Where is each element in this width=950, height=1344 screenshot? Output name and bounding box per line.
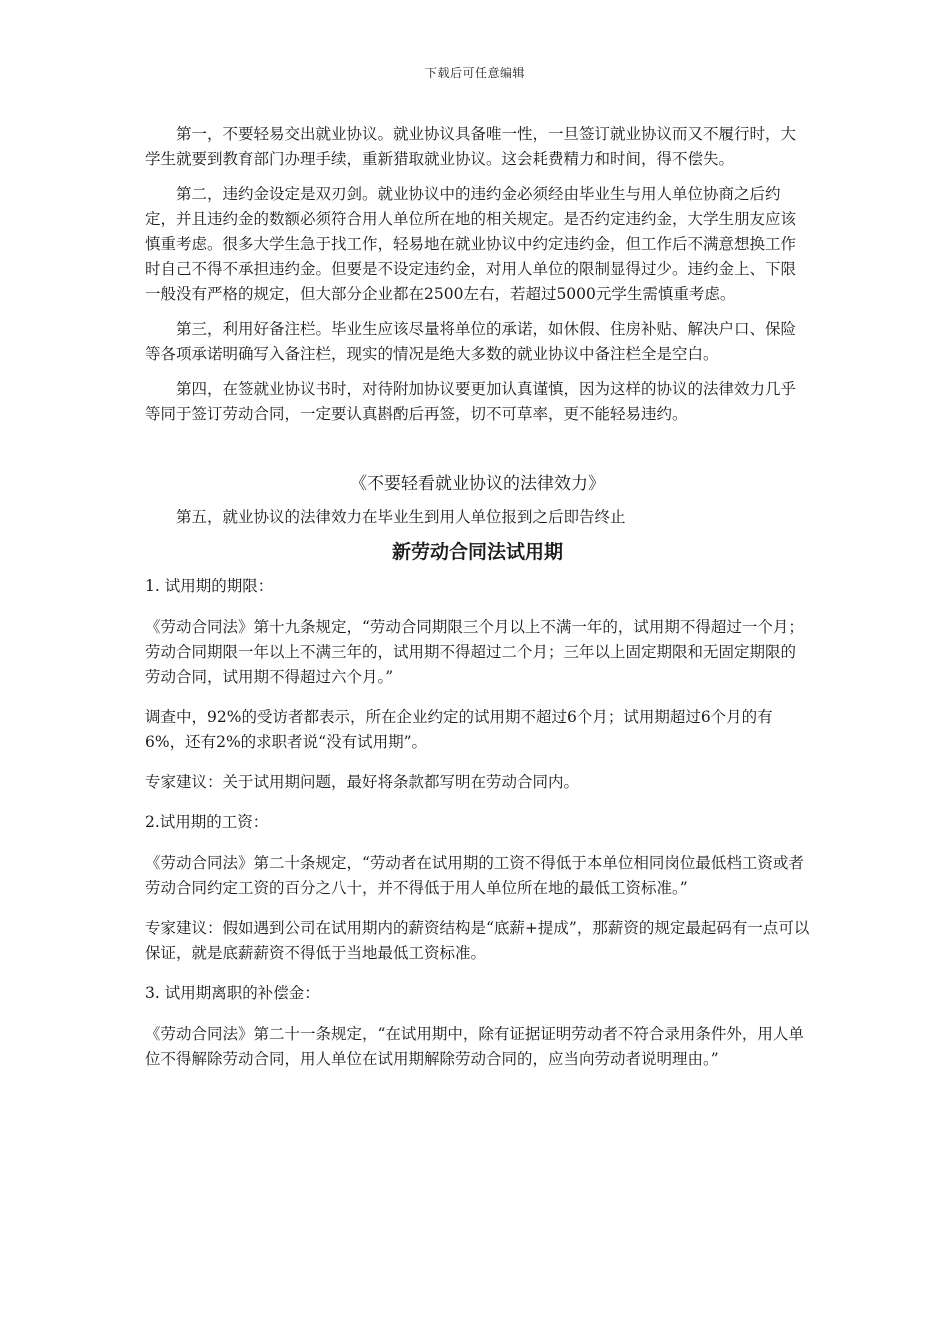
section-1-survey: 调查中，92%的受访者都表示，所在企业约定的试用期不超过6个月；试用期超过6个月的有6%，还有2%的求职者说“没有试用期”。: [145, 708, 773, 751]
section-title: 《不要轻看就业协议的法律效力》: [350, 474, 605, 494]
intro-paragraph-1: 第一，不要轻易交出就业协议。就业协议具备唯一性，一旦签订就业协议而又不履行时，大学生就要到教育部门办理手续，重新猎取就业协议。这会耗费精力和时间，得不偿失。: [145, 125, 797, 168]
main-title: 新劳动合同法试用期: [391, 541, 563, 563]
section-2-heading: 2.试用期的工资：: [145, 813, 269, 831]
intro-paragraph-2: 第二，违约金设定是双刃剑。就业协议中的违约金必须经由毕业生与用人单位协商之后约定，并且违约金的数额必须符合用人单位所在地的相关规定。是否约定违约金，大学生朋友应该慎重考虑。很多大学生急于找工作，轻易地在就业协议中约定违约金，但工作后不满意想换工作时自己不得不承担违约金。但要是不设定违约金，对用人单位的限制显得过少。违约金上、下限一般没有严格的规定，但大部分企业都在2500左右，若超过5000元学生需慎重考虑。: [145, 185, 797, 303]
section-1-law: 《劳动合同法》第十九条规定，“劳动合同期限三个月以上不满一年的，试用期不得超过一个月；劳动合同期限一年以上不满三年的，试用期不得超过二个月；三年以上固定期限和无固定期限的劳动合同，试用期不得超过六个月。”: [145, 618, 804, 686]
intro-paragraph-4: 第四，在签就业协议书时，对待附加协议要更加认真谨慎，因为这样的协议的法律效力几乎等同于签订劳动合同，一定要认真斟酌后再签，切不可草率，更不能轻易违约。: [145, 380, 797, 423]
section-1-heading: 1. 试用期的期限：: [145, 577, 274, 595]
page-header-note: 下载后可任意编辑: [424, 66, 525, 80]
section-2-advice: 专家建议：假如遇到公司在试用期内的薪资结构是“底薪+提成”，那薪资的规定最起码有一点可以保证，就是底薪薪资不得低于当地最低工资标准。: [145, 919, 810, 962]
paragraph-5: 第五，就业协议的法律效力在毕业生到用人单位报到之后即告终止: [176, 508, 626, 526]
section-3-law: 《劳动合同法》第二十一条规定，“在试用期中，除有证据证明劳动者不符合录用条件外，用人单位不得解除劳动合同，用人单位在试用期解除劳动合同的，应当向劳动者说明理由。”: [145, 1025, 804, 1068]
section-2-law: 《劳动合同法》第二十条规定，“劳动者在试用期的工资不得低于本单位相同岗位最低档工资或者劳动合同约定工资的百分之八十，并不得低于用人单位所在地的最低工资标准。”: [145, 854, 804, 897]
section-1-advice: 专家建议：关于试用期问题，最好将条款都写明在劳动合同内。: [145, 773, 580, 791]
section-3-heading: 3. 试用期离职的补偿金：: [145, 984, 320, 1002]
document-body: [145, 122, 810, 1087]
intro-paragraph-3: 第三，利用好备注栏。毕业生应该尽量将单位的承诺，如休假、住房补贴、解决户口、保险等各项承诺明确写入备注栏，现实的情况是绝大多数的就业协议中备注栏全是空白。: [145, 320, 797, 363]
